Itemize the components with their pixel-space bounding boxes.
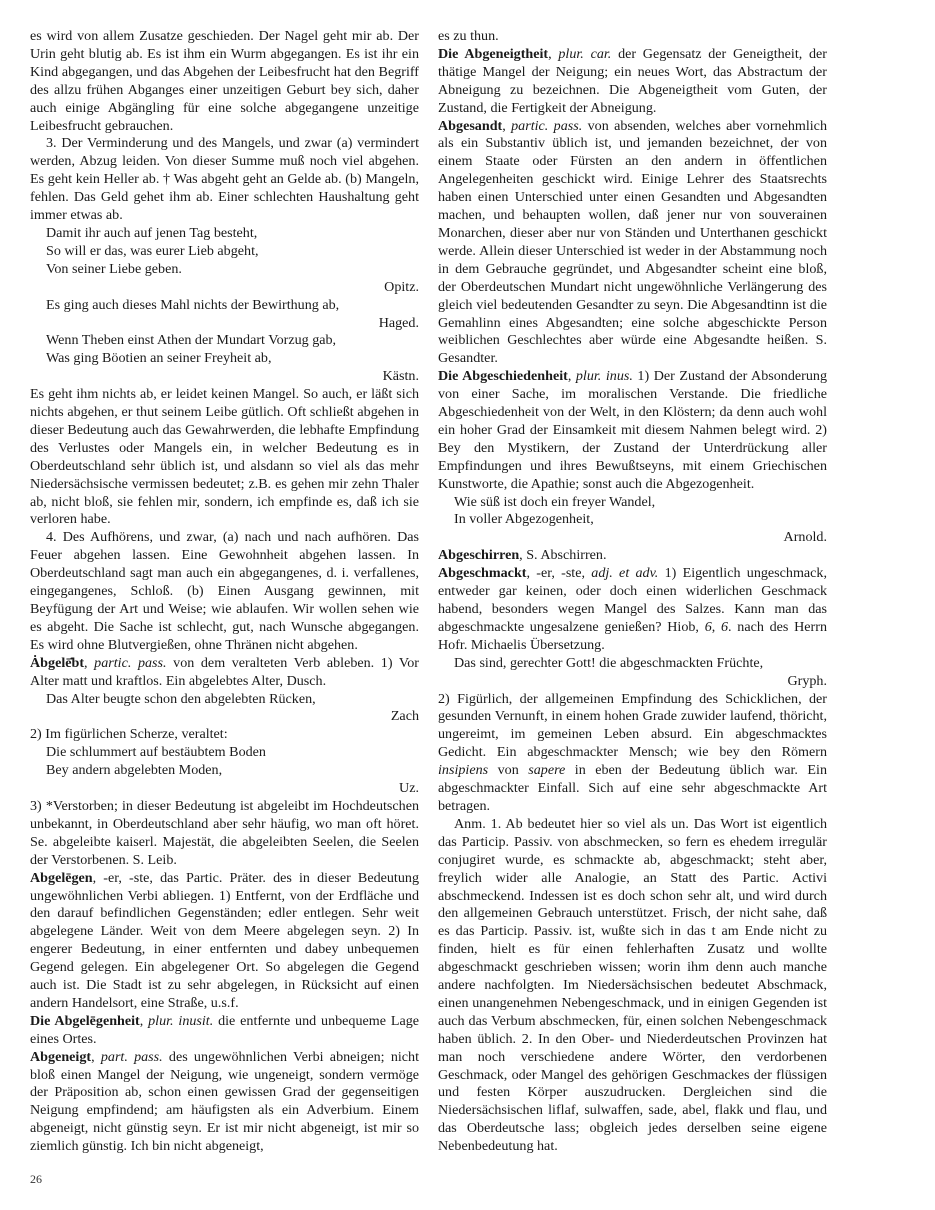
verse-attribution: Kästn. bbox=[382, 368, 419, 385]
verse-line: Wie süß ist doch ein freyer Wandel, bbox=[454, 493, 656, 510]
latin-word: insipiens bbox=[438, 762, 489, 779]
verse-line: In voller Abgezogenheit, bbox=[454, 511, 594, 528]
entry-headword: Die Abgelēgenheit bbox=[30, 1012, 140, 1029]
entry-text: des ungewöhnlichen Verbi abneigen; nicht bloß einen Mangel der Neigung, wie ungeneigt, sondern vermöge der Präposition ab, schon einen gewissen Grad der gegenseitigen Neigung empfindend; am häufigsten als ein Adverbium. Einem abgeneigt, nicht günstig seyn. Er ist mir nicht abgeneigt, ist mir so ziemlich günstig. Ich bin nicht abgeneigt, bbox=[30, 1048, 420, 1155]
entry-text: 1) Der Zustand der Absonderung von einer Sache, im moralischen Verstande. Die friedliche Abgeschiedenheit von der Welt, in den Klöstern; da denn auch wohl ein hoher Grad der Einsamkeit mit diesem Nahmen belegt wird. 2) Bey den Mystikern, der Zustand der Unterdrückung aller Empfindungen und ihres Bewußtseyns, mit einem Griechischen Kunstworte, die Apathie; sonst auch die Abgezogenheit. bbox=[438, 368, 827, 492]
verse-attribution: Haged. bbox=[378, 314, 419, 331]
entry-text: von absenden, welches aber vornehmlich als ein Substantiv üblich ist, und jemanden bezeichnet, der von einem Staate oder Fürsten an den andern in öffentlichen Angelegenheiten geschickt wird. Einige Lehrer des Staatsrechts haben einen Unterschied unter einen Gesandten und Abgesandten machen, und behaupten wollen, daß jener nur von souverainen Monarchen, dieser aber nur von Ständen und Unterthanen geschickt werde. Allein dieser Unterschied ist weder in der Abstammung noch in dem Gebrauche gegründet, und Abgesandter scheint eine bloß, der Oberdeutschen Mundart nicht ungewöhnliche Verlängerung des gleich viel bedeutenden Gesandter zu seyn. Die Abgesandtinn ist die Gemahlinn eines Abgesandten; eine solche abgeschickte Person weiblichen Geschlechtes aber würde eine Abgesandte heißen. S. Gesandter. bbox=[438, 117, 827, 367]
grammar-label: plur. inus. bbox=[575, 368, 633, 385]
verse bbox=[30, 691, 419, 709]
verse-line: Das sind, gerechter Gott! die abgeschmackten Früchte, bbox=[454, 654, 764, 671]
entry-text: der Gegensatz der Geneigtheit, der thätige Mangel der Neigung; ein neues Wort, das Abstractum der Abneigung zu bezeichnen. Die Abgeneigtheit vom Guten, der Zustand, die Fertigkeit der Abneigung. bbox=[438, 45, 828, 116]
entry-headword: Abgeschirren bbox=[438, 547, 520, 564]
verse bbox=[438, 494, 827, 530]
verse-attribution: Uz. bbox=[399, 780, 419, 797]
entry: Ȧbgelē̇bt, partic. pass. von dem veralteten Verb ableben. 1) Vor Alter matt und kraftlos. Ein abgelebtes Alter, Dusch. bbox=[30, 654, 419, 689]
paragraph: 4. Des Aufhörens, und zwar, (a) nach und nach aufhören. Das Feuer abgehen lassen. Eine Gewohnheit abgehen lassen. In Oberdeutschland sagt man auch ein abgegangenes, d. i. verfallenes, eingegangenes, Schloß. (b) Einen Ausgang gewinnen, mit Beyfügung der Art und Weise; wie ablaufen. Wir wollen sehen wie es abgeht. Die Sache ist schlecht, gut, nach Wunsche abgegangen. Es wird ohne Blutvergießen, ohne Thränen nicht abgehen. bbox=[30, 529, 419, 653]
paragraph: 3. Der Verminderung und des Mangels, und zwar (a) vermindert werden, Abzug leiden. Von dieser Summe muß noch viel abgehen. Es geht kein Heller ab. † Was abgeht geht an Gelde ab. (b) Mangeln, fehlen. Das Geld gehet ihm ab. Einer schlechten Haushaltung geht immer etwas ab. bbox=[30, 135, 419, 224]
verse-line: Wenn Theben einst Athen der Mundart Vorzug gab, bbox=[46, 332, 337, 349]
paragraph: es wird von allem Zusatze geschieden. Der Nagel geht mir ab. Der Urin geht blutig ab. Es ist ihm ein Wurm abgegangen. Es ist ihr ein Kind abgegangen, und das Abgehen der Leibesfrucht hat den Begriff des allzu frühen Abganges einer unzeitigen Geburt bey sich, daher auch einige Abgängling für eine solche abgegangene unzeitige Leibesfrucht gebrauchen. bbox=[30, 28, 419, 134]
entry-text: die entfernte und unbequeme Lage eines Ortes. bbox=[30, 1012, 419, 1047]
verse-line: Von seiner Liebe geben. bbox=[46, 260, 182, 277]
paragraph: 2) Im figürlichen Scherze, veraltet: bbox=[30, 726, 228, 743]
entry-headword: Die Abgeschiedenheit bbox=[438, 368, 568, 385]
paragraph: Es geht ihm nichts ab, er leidet keinen Mangel. So auch, er läßt sich nichts abgehen, er thut seinem Leibe gütlich. Oft schließt abgehen in dieser Bedeutung auch das Gewahrwerden, die lebhafte Empfindung des Verlustes oder Mangels ein, in welcher Bedeutung es in Oberdeutschland sehr üblich ist, und alsdann so viel als das mehr Niedersächsische vermissen bedeutet; z.B. es gehen mir zehn Thaler ab, nicht bloß, sie fehlen mir, sondern, ich empfinde es, daß ich sie verloren habe. bbox=[30, 386, 419, 528]
entry bbox=[438, 565, 827, 655]
paragraph: es zu thun. bbox=[438, 28, 499, 44]
entry-headword: Abgeschmackt bbox=[438, 565, 527, 582]
left-column bbox=[30, 28, 419, 1156]
grammar-label: plur. inusit. bbox=[148, 1012, 214, 1029]
entry-text: , -er, -ste, das Partic. Präter. des in dieser Bedeutung ungewöhnlichen Verbi abliegen. 1) Entfernt, von der Erdfläche und den darauf befindlichen Gegenständen; edler entlegen. Sehr weit abgelegene Länder. Weit von dem Meere abgelegen seyn. 2) In engerer Bedeutung, in einer entfernten und dabey unbequemen Gegend gelegen. Ein abgelegener Ort. So abgelegen die Gegend auch ist. Die Stadt ist zu sehr abgelegen, in Rücksicht auf einen andern Handelsort, eine Straße, u.s.f. bbox=[30, 869, 419, 1011]
grammar-label: partic. pass. bbox=[94, 654, 167, 671]
verse bbox=[30, 297, 419, 315]
reference-number: 6 bbox=[704, 618, 712, 635]
verse-line: Damit ihr auch auf jenen Tag besteht, bbox=[46, 224, 258, 241]
paragraph bbox=[438, 691, 827, 816]
paragraph: Anm. 1. Ab bedeutet hier so viel als un. Das Wort ist eigentlich das Particip. Passiv. von abschmecken, so fern es ehedem irregulär conjugiret wurde, es schmackte ab, abgeschmackt; steht aber, freylich wider alle Analogie, an Statt des Partic. Activi abschmeckend. Indessen ist es doch schon sehr alt, und wird durch den allgemeinen Gebrauch unterstützet. Frisch, der nicht sahe, daß es das Particip. Passiv. ist, wußte sich in das t am Ende nicht zu finden, hielt es für einen fehlerhaften Zusatz und wollte abgeschmackt geschrieben wissen; worin ihm denn auch manche andere nachfolgten. Im Niedersächsischen bedeutet Abschmack, einen unangenehmen Nebengeschmack, und in einigen Gegenden ist auch das Verbum abschmecken, für, einen solchen Nebengeschmack haben üblich. 2. In den Ober- und Niederdeutschen Provinzen hat man noch verschiedene andere Wörter, den verdorbenen Geschmack, oder Mangel des gehörigen Geschmackes der flüssigen und festen Körper auszudrucken. Dergleichen sind die Niedersächsischen liflaf, sulwaffen, sade, abel, flakk und flau, und das Oberdeutsche lass; obgleich jedes derselben seine eigene Nebenbedeutung hat. bbox=[438, 815, 827, 1155]
verse bbox=[30, 744, 419, 780]
entry: Die Abgeneigtheit, plur. car. der Gegensatz der Geneigtheit, der thätige Mangel der Neigung; ein neues Wort, das Abstractum der Abneigung zu bezeichnen. Die Abgeneigtheit vom Guten, der Zustand, die Fertigkeit der Abneigung. bbox=[438, 45, 828, 116]
grammar-label: plur. car. bbox=[558, 45, 612, 62]
entry-text: , bbox=[711, 618, 721, 635]
entry-headword: Ȧbgelē̇bt bbox=[30, 654, 85, 671]
verse-line: Die schlummert auf bestäubtem Boden bbox=[46, 744, 266, 761]
entry bbox=[438, 547, 827, 565]
verse-attribution: Arnold. bbox=[783, 529, 827, 546]
paragraph: 3) *Verstorben; in dieser Bedeutung ist abgeleibt im Hochdeutschen unbekannt, in Oberdeutschland aber sehr häufig, wo man oft höret. Se. abgeleibte kaiserl. Majestät, die abgeleibten Seelen, die Seelen der Verstorbenen. S. Leib. bbox=[30, 797, 419, 868]
entry-headword: Abgelēgen bbox=[30, 869, 93, 886]
verse-attribution: Gryph. bbox=[787, 672, 827, 689]
entry-headword: Abgeneigt bbox=[30, 1048, 92, 1065]
verse-line: So will er das, was eurer Lieb abgeht, bbox=[46, 242, 259, 259]
entry-text: , S. Abschirren. bbox=[519, 547, 607, 564]
grammar-label: adj. et adv. bbox=[591, 565, 659, 582]
verse-line: Was ging Böotien an seiner Freyheit ab, bbox=[46, 350, 272, 367]
verse-attribution: Zach bbox=[390, 708, 419, 725]
verse bbox=[438, 655, 827, 673]
verse-line: Bey andern abgelebten Moden, bbox=[46, 762, 223, 779]
entry bbox=[30, 870, 419, 1013]
entry: Die Abgelēgenheit, plur. inusit. die entfernte und unbequeme Lage eines Ortes. bbox=[30, 1012, 419, 1047]
latin-word: sapere bbox=[528, 762, 566, 779]
grammar-label: partic. pass. bbox=[511, 117, 583, 134]
entry-text: von dem veralteten Verb ableben. 1) Vor Alter matt und kraftlos. Ein abgelebtes Alter, Dusch. bbox=[30, 654, 419, 689]
grammar-label: part. pass. bbox=[100, 1048, 163, 1065]
entry-text: . nach des Herrn Hofr. Michaelis Übersetzung. bbox=[438, 618, 827, 653]
verse-line: Das Alter beugte schon den abgelebten Rücken, bbox=[46, 690, 316, 707]
right-column bbox=[438, 28, 827, 1156]
verse-attribution: Opitz. bbox=[384, 278, 419, 295]
verse bbox=[30, 332, 419, 368]
entry-text: von bbox=[488, 762, 529, 779]
verse-line: Es ging auch dieses Mahl nichts der Bewirthung ab, bbox=[46, 296, 340, 313]
entry: Die Abgeschiedenheit, plur. inus. 1) Der Zustand der Absonderung von einer Sache, im moralischen Verstande. Die friedliche Abgeschiedenheit von der Welt, in den Klöstern; da denn auch wohl ein hoher Grad der Einsamkeit mit diesem Nahmen belegt wird. 2) Bey den Mystikern, der Zustand der Unterdrückung aller Empfindungen und ihres Bewußtseyns, mit einem Griechischen Kunstworte, die Apathie; sonst auch die Abgezogenheit. bbox=[438, 368, 827, 492]
entry-text: , -er, -ste, bbox=[526, 565, 592, 582]
entry-headword: Abgesandt bbox=[438, 117, 503, 134]
entry-text: 1) Eigentlich ungeschmack, entweder gar keinen, oder doch einen widerlichen Geschmack habend, besonders wegen Mangel des Salzes. Kann man das abgeschmackte ungesalzene genießen? Hiob, bbox=[438, 565, 827, 635]
reference-number: 6 bbox=[720, 618, 729, 635]
entry-text: 2) Figürlich, der allgemeinen Empfindung des Schicklichen, der gesunden Vernunft, in einem hohen Grade zuwider laufend, thöricht, ungereimt, im gemeinen Leben absurd. Ein abgeschmacktes Gedicht. Ein abgeschmackter Mensch; wie bey den Römern bbox=[438, 690, 827, 761]
verse bbox=[30, 225, 419, 279]
entry-headword: Die Abgeneigtheit bbox=[438, 45, 549, 62]
entry: Abgesandt, partic. pass. von absenden, welches aber vornehmlich als ein Substantiv üblich ist, und jemanden bezeichnet, der von einem Staate oder Fürsten an den andern in öffentlichen Angelegenheiten geschickt wird. Einige Lehrer des Staatsrechts haben einen Unterschied unter einen Gesandten und Abgesandten machen, und behaupten wollen, daß jener nur von souverainen Monarchen, dieser aber nur von Ständen und Unterthanen geschickt werde. Allein dieser Unterschied ist weder in der Abstammung noch in dem Gebrauche gegründet, und Abgesandter scheint eine bloß, der Oberdeutschen Mundart nicht ungewöhnliche Verlängerung des gleich viel bedeutenden Gesandter zu seyn. Die Abgesandtinn ist die Gemahlinn eines Abgesandten; eine solche abgeschickte Person weiblichen Geschlechtes aber würde eine Abgesandte heißen. S. Gesandter. bbox=[438, 117, 827, 367]
entry-text: in eben der Bedeutung üblich war. Ein abgeschmackter Einfall. Sich auf eine sehr abgeschmackte Art betragen. bbox=[438, 762, 828, 814]
page-number: 26 bbox=[30, 1172, 42, 1186]
entry: Abgeneigt, part. pass. des ungewöhnlichen Verbi abneigen; nicht bloß einen Mangel der Neigung, wie ungeneigt, sondern vermöge der Präposition ab, schon einen gewissen Grad der gegenseitigen Neigung empfindend; am häufigsten als ein Adverbium. Einem abgeneigt, nicht günstig seyn. Er ist mir nicht abgeneigt, ist mir so ziemlich günstig. Ich bin nicht abgeneigt, bbox=[30, 1048, 420, 1155]
